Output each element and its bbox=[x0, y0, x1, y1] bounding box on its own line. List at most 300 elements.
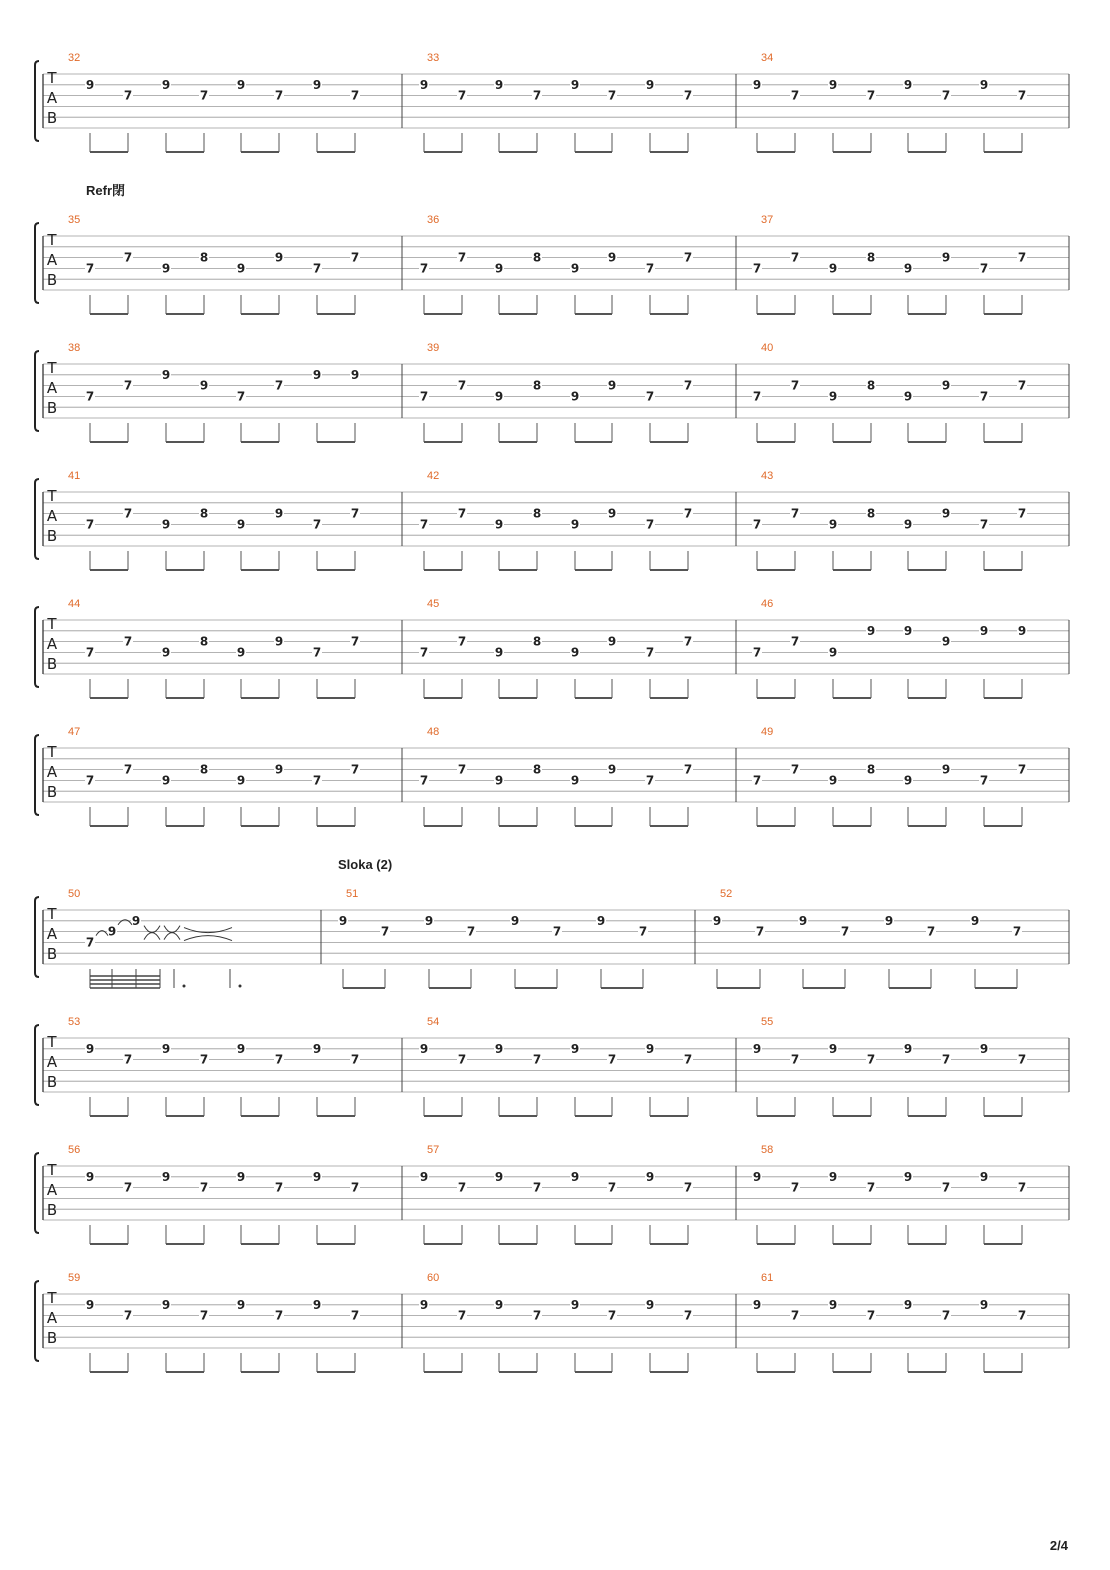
fret-number: 9 bbox=[645, 1041, 655, 1056]
fret-number: 9 bbox=[236, 77, 246, 92]
fret-number: 9 bbox=[312, 1169, 322, 1184]
fret-number: 9 bbox=[752, 1297, 762, 1312]
fret-number: 9 bbox=[161, 645, 171, 660]
fret-number: 7 bbox=[683, 378, 693, 393]
system-bracket bbox=[35, 223, 39, 303]
fret-number: 9 bbox=[312, 1297, 322, 1312]
fret-number: 8 bbox=[199, 634, 209, 649]
fret-number: 7 bbox=[790, 1308, 800, 1323]
fret-number: 7 bbox=[607, 88, 617, 103]
measure-number: 51 bbox=[346, 888, 359, 900]
fret-number: 7 bbox=[274, 1180, 284, 1195]
fret-number: 7 bbox=[790, 634, 800, 649]
fret-number: 7 bbox=[123, 762, 133, 777]
fret-number: 9 bbox=[570, 1041, 580, 1056]
fret-number: 9 bbox=[274, 250, 284, 265]
fret-number: 7 bbox=[419, 645, 429, 660]
fret-number: 9 bbox=[419, 1169, 429, 1184]
fret-number: 7 bbox=[85, 261, 95, 276]
fret-number: 8 bbox=[866, 506, 876, 521]
measure-number: 49 bbox=[761, 726, 774, 738]
fret-number: 9 bbox=[312, 1041, 322, 1056]
fret-number: 9 bbox=[236, 1169, 246, 1184]
fret-number: 7 bbox=[866, 1308, 876, 1323]
fret-number: 9 bbox=[494, 1041, 504, 1056]
fret-number: 7 bbox=[457, 250, 467, 265]
tab-clef-letter: A bbox=[46, 251, 58, 269]
fret-number: 9 bbox=[570, 517, 580, 532]
measure-number: 34 bbox=[761, 52, 774, 64]
fret-number: 7 bbox=[199, 1180, 209, 1195]
tab-measure bbox=[419, 342, 693, 442]
fret-number: 9 bbox=[494, 77, 504, 92]
fret-number: 7 bbox=[419, 517, 429, 532]
tab-clef-letter: B bbox=[46, 527, 58, 545]
tab-clef-letter: T bbox=[47, 615, 57, 633]
fret-number: 9 bbox=[596, 913, 606, 928]
fret-number: 7 bbox=[752, 517, 762, 532]
fret-number: 9 bbox=[903, 1169, 913, 1184]
fret-number: 7 bbox=[979, 517, 989, 532]
fret-number: 9 bbox=[884, 913, 894, 928]
tab-measure bbox=[752, 598, 1027, 698]
system-bracket bbox=[35, 479, 39, 559]
tab-measure bbox=[419, 1144, 693, 1244]
fret-number: 9 bbox=[570, 77, 580, 92]
fret-number: 9 bbox=[828, 261, 838, 276]
fret-number: 9 bbox=[941, 506, 951, 521]
fret-number: 7 bbox=[866, 1180, 876, 1195]
fret-number: 9 bbox=[274, 634, 284, 649]
fret-number: 9 bbox=[161, 1297, 171, 1312]
fret-number: 9 bbox=[979, 623, 989, 638]
fret-number: 7 bbox=[683, 506, 693, 521]
fret-number: 7 bbox=[85, 935, 95, 950]
tab-measure bbox=[752, 470, 1027, 570]
fret-number: 7 bbox=[350, 88, 360, 103]
fret-number: 9 bbox=[941, 762, 951, 777]
fret-number: 9 bbox=[107, 924, 117, 939]
measure-number: 53 bbox=[68, 1016, 81, 1028]
measure-number: 33 bbox=[427, 52, 440, 64]
fret-number: 7 bbox=[790, 378, 800, 393]
fret-number: 9 bbox=[798, 913, 808, 928]
fret-number: 7 bbox=[979, 261, 989, 276]
tab-system bbox=[35, 1016, 1069, 1116]
fret-number: 7 bbox=[866, 1052, 876, 1067]
fret-number: 9 bbox=[236, 1297, 246, 1312]
fret-number: 9 bbox=[494, 517, 504, 532]
fret-number: 9 bbox=[424, 913, 434, 928]
tab-measure bbox=[712, 888, 1022, 988]
fret-number: 9 bbox=[903, 77, 913, 92]
system-bracket bbox=[35, 897, 39, 977]
fret-number: 7 bbox=[457, 1180, 467, 1195]
fret-number: 9 bbox=[570, 645, 580, 660]
measure-number: 52 bbox=[720, 888, 733, 900]
fret-number: 7 bbox=[457, 506, 467, 521]
tab-clef-letter: T bbox=[47, 69, 57, 87]
measure-number: 41 bbox=[68, 470, 81, 482]
fret-number: 7 bbox=[683, 1180, 693, 1195]
fret-number: 7 bbox=[752, 773, 762, 788]
tab-measure bbox=[752, 726, 1027, 826]
fret-number: 7 bbox=[607, 1052, 617, 1067]
fret-number: 9 bbox=[131, 913, 141, 928]
tab-measure bbox=[419, 1272, 693, 1372]
tab-measure bbox=[752, 342, 1027, 442]
fret-number: 9 bbox=[828, 1169, 838, 1184]
fret-number: 9 bbox=[607, 506, 617, 521]
measure-number: 42 bbox=[427, 470, 440, 482]
measure-number: 37 bbox=[761, 214, 774, 226]
fret-number: 7 bbox=[123, 378, 133, 393]
fret-number: 9 bbox=[607, 762, 617, 777]
tab-system bbox=[35, 1144, 1069, 1244]
fret-number: 7 bbox=[790, 506, 800, 521]
fret-number: 7 bbox=[979, 773, 989, 788]
fret-number: 8 bbox=[532, 378, 542, 393]
system-bracket bbox=[35, 1153, 39, 1233]
fret-number: 7 bbox=[457, 378, 467, 393]
fret-number: 9 bbox=[979, 1297, 989, 1312]
fret-number: 9 bbox=[645, 77, 655, 92]
fret-number: 7 bbox=[466, 924, 476, 939]
fret-number: 7 bbox=[350, 1180, 360, 1195]
fret-number: 9 bbox=[274, 506, 284, 521]
fret-number: 8 bbox=[532, 634, 542, 649]
measure-number: 36 bbox=[427, 214, 440, 226]
measure-number: 50 bbox=[68, 888, 81, 900]
fret-number: 7 bbox=[941, 1308, 951, 1323]
tab-clef-letter: A bbox=[46, 1053, 58, 1071]
tab-clef-letter: A bbox=[46, 635, 58, 653]
fret-number: 7 bbox=[123, 1180, 133, 1195]
fret-number: 8 bbox=[866, 762, 876, 777]
fret-number: 7 bbox=[85, 517, 95, 532]
measure-number: 43 bbox=[761, 470, 774, 482]
fret-number: 9 bbox=[979, 1169, 989, 1184]
fret-number: 7 bbox=[790, 88, 800, 103]
fret-number: 7 bbox=[941, 88, 951, 103]
tab-measure bbox=[419, 52, 693, 152]
measure-number: 55 bbox=[761, 1016, 774, 1028]
measure-number: 58 bbox=[761, 1144, 774, 1156]
fret-number: 7 bbox=[274, 1052, 284, 1067]
fret-number: 9 bbox=[161, 261, 171, 276]
fret-number: 9 bbox=[570, 773, 580, 788]
tab-clef-letter: B bbox=[46, 945, 58, 963]
fret-number: 9 bbox=[903, 623, 913, 638]
system-bracket bbox=[35, 1281, 39, 1361]
measure-number: 54 bbox=[427, 1016, 440, 1028]
fret-number: 8 bbox=[199, 250, 209, 265]
fret-number: 7 bbox=[645, 773, 655, 788]
fret-number: 9 bbox=[161, 77, 171, 92]
fret-number: 9 bbox=[494, 389, 504, 404]
tab-measure bbox=[68, 214, 360, 314]
measure-number: 39 bbox=[427, 342, 440, 354]
fret-number: 9 bbox=[161, 517, 171, 532]
fret-number: 7 bbox=[312, 773, 322, 788]
fret-number: 7 bbox=[1017, 1052, 1027, 1067]
fret-number: 7 bbox=[419, 773, 429, 788]
fret-number: 9 bbox=[494, 645, 504, 660]
fret-number: 9 bbox=[1017, 623, 1027, 638]
fret-number: 7 bbox=[123, 250, 133, 265]
fret-number: 7 bbox=[752, 261, 762, 276]
fret-number: 9 bbox=[645, 1169, 655, 1184]
tab-measure bbox=[68, 1272, 360, 1372]
fret-number: 7 bbox=[457, 1308, 467, 1323]
fret-number: 9 bbox=[570, 1169, 580, 1184]
fret-number: 9 bbox=[236, 645, 246, 660]
fret-number: 7 bbox=[1017, 378, 1027, 393]
fret-number: 9 bbox=[970, 913, 980, 928]
fret-number: 9 bbox=[570, 389, 580, 404]
measure-number: 59 bbox=[68, 1272, 81, 1284]
fret-number: 7 bbox=[123, 634, 133, 649]
fret-number: 8 bbox=[532, 762, 542, 777]
fret-number: 8 bbox=[532, 506, 542, 521]
measure-number: 60 bbox=[427, 1272, 440, 1284]
fret-number: 9 bbox=[979, 1041, 989, 1056]
tab-clef-letter: T bbox=[47, 231, 57, 249]
tab-clef-letter: T bbox=[47, 359, 57, 377]
fret-number: 9 bbox=[161, 367, 171, 382]
tab-clef-letter: B bbox=[46, 271, 58, 289]
fret-number: 7 bbox=[532, 1308, 542, 1323]
tab-clef-letter: T bbox=[47, 1289, 57, 1307]
fret-number: 9 bbox=[419, 1041, 429, 1056]
tab-system bbox=[35, 470, 1069, 570]
tab-clef-letter: A bbox=[46, 1181, 58, 1199]
fret-number: 7 bbox=[645, 389, 655, 404]
fret-number: 9 bbox=[570, 261, 580, 276]
section-label: Sloka (2) bbox=[338, 857, 393, 872]
tab-clef-letter: T bbox=[47, 1161, 57, 1179]
fret-number: 7 bbox=[123, 506, 133, 521]
fret-number: 9 bbox=[645, 1297, 655, 1312]
fret-number: 9 bbox=[828, 773, 838, 788]
fret-number: 9 bbox=[828, 517, 838, 532]
fret-number: 9 bbox=[866, 623, 876, 638]
fret-number: 9 bbox=[903, 389, 913, 404]
fret-number: 7 bbox=[1017, 88, 1027, 103]
tab-system bbox=[35, 857, 1069, 988]
tab-system bbox=[35, 726, 1069, 826]
fret-number: 9 bbox=[903, 773, 913, 788]
fret-number: 7 bbox=[312, 645, 322, 660]
tab-clef-letter: T bbox=[47, 1033, 57, 1051]
fret-number: 9 bbox=[338, 913, 348, 928]
fret-number: 7 bbox=[926, 924, 936, 939]
fret-number: 8 bbox=[866, 378, 876, 393]
measure-number: 57 bbox=[427, 1144, 440, 1156]
fret-number: 9 bbox=[494, 1297, 504, 1312]
fret-number: 7 bbox=[312, 517, 322, 532]
tab-clef-letter: B bbox=[46, 783, 58, 801]
fret-number: 7 bbox=[199, 1308, 209, 1323]
fret-number: 7 bbox=[683, 88, 693, 103]
fret-number: 8 bbox=[199, 506, 209, 521]
tab-clef-letter: B bbox=[46, 399, 58, 417]
fret-number: 7 bbox=[274, 1308, 284, 1323]
system-bracket bbox=[35, 61, 39, 141]
fret-number: 9 bbox=[903, 261, 913, 276]
fret-number: 7 bbox=[350, 1052, 360, 1067]
fret-number: 9 bbox=[85, 1169, 95, 1184]
fret-number: 7 bbox=[790, 1052, 800, 1067]
fret-number: 9 bbox=[570, 1297, 580, 1312]
tab-measure bbox=[752, 1144, 1027, 1244]
fret-number: 7 bbox=[1017, 1180, 1027, 1195]
fret-number: 7 bbox=[532, 1052, 542, 1067]
fret-number: 9 bbox=[161, 1169, 171, 1184]
tab-measure bbox=[338, 888, 648, 988]
fret-number: 7 bbox=[683, 250, 693, 265]
tab-system bbox=[35, 342, 1069, 442]
fret-number: 9 bbox=[494, 1169, 504, 1184]
tab-measure bbox=[419, 1016, 693, 1116]
fret-number: 7 bbox=[350, 1308, 360, 1323]
fret-number: 9 bbox=[85, 1297, 95, 1312]
fret-number: 7 bbox=[457, 634, 467, 649]
fret-number: 9 bbox=[941, 378, 951, 393]
fret-number: 9 bbox=[494, 261, 504, 276]
fret-number: 9 bbox=[941, 634, 951, 649]
tab-measure bbox=[752, 1016, 1027, 1116]
dot bbox=[239, 985, 242, 988]
tab-measure bbox=[68, 1016, 360, 1116]
tie-mark bbox=[164, 933, 180, 940]
fret-number: 9 bbox=[161, 773, 171, 788]
measure-number: 47 bbox=[68, 726, 81, 738]
fret-number: 7 bbox=[350, 762, 360, 777]
fret-number: 9 bbox=[607, 250, 617, 265]
fret-number: 7 bbox=[752, 645, 762, 660]
fret-number: 9 bbox=[419, 1297, 429, 1312]
fret-number: 7 bbox=[457, 1052, 467, 1067]
page-number: 2/4 bbox=[1049, 1538, 1068, 1553]
fret-number: 7 bbox=[645, 645, 655, 660]
fret-number: 9 bbox=[161, 1041, 171, 1056]
tab-system bbox=[35, 183, 1069, 314]
dot bbox=[183, 985, 186, 988]
system-bracket bbox=[35, 607, 39, 687]
fret-number: 7 bbox=[790, 762, 800, 777]
system-bracket bbox=[35, 1025, 39, 1105]
fret-number: 7 bbox=[274, 378, 284, 393]
measure-number: 46 bbox=[761, 598, 774, 610]
fret-number: 9 bbox=[712, 913, 722, 928]
tab-clef-letter: T bbox=[47, 487, 57, 505]
fret-number: 9 bbox=[828, 77, 838, 92]
fret-number: 7 bbox=[790, 1180, 800, 1195]
fret-number: 7 bbox=[457, 762, 467, 777]
fret-number: 9 bbox=[312, 367, 322, 382]
fret-number: 9 bbox=[236, 1041, 246, 1056]
fret-number: 7 bbox=[790, 250, 800, 265]
tab-measure bbox=[419, 726, 693, 826]
fret-number: 7 bbox=[419, 389, 429, 404]
tab-clef-letter: B bbox=[46, 1073, 58, 1091]
fret-number: 9 bbox=[312, 77, 322, 92]
fret-number: 9 bbox=[828, 1041, 838, 1056]
tab-measure bbox=[68, 888, 242, 988]
tab-clef-letter: B bbox=[46, 109, 58, 127]
fret-number: 9 bbox=[199, 378, 209, 393]
fret-number: 7 bbox=[199, 88, 209, 103]
fret-number: 9 bbox=[979, 77, 989, 92]
tab-clef-letter: A bbox=[46, 507, 58, 525]
fret-number: 8 bbox=[866, 250, 876, 265]
fret-number: 9 bbox=[274, 762, 284, 777]
fret-number: 7 bbox=[236, 389, 246, 404]
fret-number: 9 bbox=[510, 913, 520, 928]
measure-number: 48 bbox=[427, 726, 440, 738]
fret-number: 8 bbox=[532, 250, 542, 265]
fret-number: 9 bbox=[903, 1297, 913, 1312]
tab-measure bbox=[752, 52, 1027, 152]
fret-number: 7 bbox=[683, 1308, 693, 1323]
tab-clef-letter: A bbox=[46, 763, 58, 781]
tab-clef-letter: A bbox=[46, 1309, 58, 1327]
section-label: Refr閉 bbox=[86, 183, 126, 198]
tie-mark bbox=[144, 933, 160, 940]
tab-clef-letter: T bbox=[47, 905, 57, 923]
measure-number: 44 bbox=[68, 598, 81, 610]
fret-number: 9 bbox=[828, 1297, 838, 1312]
fret-number: 9 bbox=[85, 77, 95, 92]
fret-number: 9 bbox=[828, 389, 838, 404]
fret-number: 7 bbox=[866, 88, 876, 103]
tab-measure bbox=[68, 52, 360, 152]
fret-number: 9 bbox=[494, 773, 504, 788]
tab-clef-letter: B bbox=[46, 1201, 58, 1219]
tab-measure bbox=[68, 726, 360, 826]
measure-number: 35 bbox=[68, 214, 81, 226]
fret-number: 7 bbox=[683, 634, 693, 649]
fret-number: 7 bbox=[607, 1180, 617, 1195]
fret-number: 7 bbox=[350, 250, 360, 265]
tab-measure bbox=[68, 342, 360, 442]
fret-number: 7 bbox=[752, 389, 762, 404]
fret-number: 9 bbox=[752, 77, 762, 92]
fret-number: 7 bbox=[123, 1052, 133, 1067]
tab-measure bbox=[419, 598, 693, 698]
fret-number: 7 bbox=[552, 924, 562, 939]
tab-clef-letter: B bbox=[46, 655, 58, 673]
fret-number: 7 bbox=[645, 261, 655, 276]
fret-number: 7 bbox=[683, 1052, 693, 1067]
measure-number: 56 bbox=[68, 1144, 81, 1156]
fret-number: 9 bbox=[419, 77, 429, 92]
tab-measure bbox=[68, 470, 360, 570]
fret-number: 9 bbox=[903, 517, 913, 532]
tab-system bbox=[35, 598, 1069, 698]
tab-system bbox=[35, 52, 1069, 152]
fret-number: 9 bbox=[941, 250, 951, 265]
fret-number: 9 bbox=[752, 1041, 762, 1056]
fret-number: 7 bbox=[85, 389, 95, 404]
fret-number: 7 bbox=[979, 389, 989, 404]
measure-number: 38 bbox=[68, 342, 81, 354]
fret-number: 8 bbox=[199, 762, 209, 777]
system-bracket bbox=[35, 735, 39, 815]
measure-number: 45 bbox=[427, 598, 440, 610]
fret-number: 9 bbox=[236, 517, 246, 532]
